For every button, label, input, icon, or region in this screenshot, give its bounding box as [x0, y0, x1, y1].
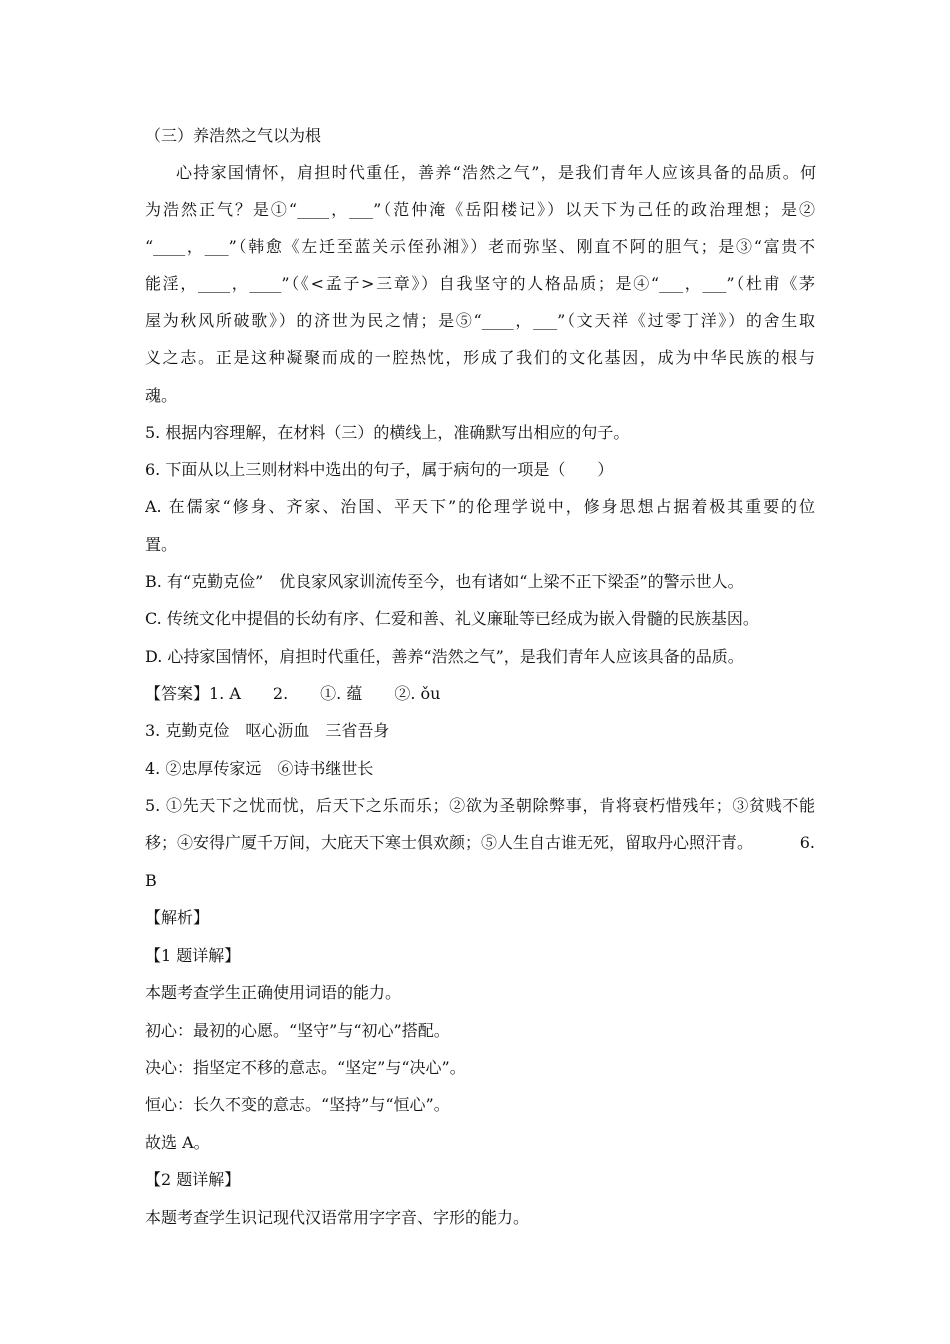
answer-5-cont-text: 移；④安得广厦千万间，大庇天下寒士俱欢颜；⑤人生自古谁无死，留取丹心照汗青。: [145, 833, 754, 852]
paragraph-line: 魂。: [145, 386, 178, 405]
paragraph-line: 屋为秋风所破歌》）的济世为民之情；是⑤“____，___”（文天祥《过零丁洋》）的舍生取: [145, 311, 815, 330]
question-5: 5. 根据内容理解，在材料（三）的横线上，准确默写出相应的句子。: [145, 423, 630, 442]
analysis-line: 故选 A。: [145, 1133, 210, 1152]
option-d: D. 心持家国情怀，肩担时代重任，善养“浩然之气”，是我们青年人应该具备的品质。: [145, 647, 744, 666]
answer-6: B: [145, 871, 157, 890]
analysis-line: 初心：最初的心愿。“坚守”与“初心”搭配。: [145, 1021, 450, 1040]
paragraph-line: 心持家国情怀，肩担时代重任，善养“浩然之气”，是我们青年人应该具备的品质。何: [176, 163, 816, 182]
option-a-cont: 置。: [145, 535, 178, 554]
answer-5: 5. ①先天下之忧而忧，后天下之乐而乐；②欲为圣朝除弊事，肯将衰朽惜残年；③贫贱不能: [145, 796, 815, 815]
paragraph-line: 能淫，____，____”（《<孟子>三章》）自我坚守的人格品质；是④“___，___”（杜甫《茅: [145, 274, 815, 293]
analysis-line: 本题考查学生正确使用词语的能力。: [145, 983, 402, 1002]
answer-6-number: 6.: [799, 833, 815, 852]
answer-5-cont: [145, 833, 815, 853]
section-heading: （三）养浩然之气以为根: [145, 126, 322, 145]
analysis-heading: 【解析】: [145, 908, 210, 927]
paragraph-line: 为浩然正气？是①“____，___”（范仲淹《岳阳楼记》）以天下为己任的政治理想；是②: [145, 200, 815, 219]
paragraph-line: 义之志。正是这种凝聚而成的一腔热忱，形成了我们的文化基因，成为中华民族的根与: [145, 348, 815, 367]
answer-3: 3. 克勤克俭 呕心沥血 三省吾身: [145, 721, 390, 740]
answer-line: 【答案】1. A 2. ①. 蕴 ②. ǒu: [145, 684, 441, 703]
analysis-line: 恒心：长久不变的意志。“坚持”与“恒心”。: [145, 1095, 450, 1114]
analysis-line: 决心：指坚定不移的意志。“坚定”与“决心”。: [145, 1058, 466, 1077]
q1-detail-heading: 【1 题详解】: [145, 946, 241, 965]
analysis-line: 本题考查学生识记现代汉语常用字字音、字形的能力。: [145, 1208, 530, 1227]
option-a: A. 在儒家“修身、齐家、治国、平天下”的伦理学说中，修身思想占据着极其重要的位: [145, 497, 815, 516]
option-b: B. 有“克勤克俭” 优良家风家训流传至今，也有诸如“上梁不正下梁歪”的警示世人。: [145, 572, 744, 591]
answer-4: 4. ②忠厚传家远 ⑥诗书继世长: [145, 759, 374, 778]
option-c: C. 传统文化中提倡的长幼有序、仁爱和善、礼义廉耻等已经成为嵌入骨髓的民族基因。: [145, 609, 759, 628]
question-6: 6. 下面从以上三则材料中选出的句子，属于病句的一项是（ ）: [145, 460, 614, 479]
q2-detail-heading: 【2 题详解】: [145, 1170, 241, 1189]
paragraph-line: “____，___”（韩愈《左迁至蓝关示侄孙湘》）老而弥坚、刚直不阿的胆气；是③“富贵不: [145, 237, 815, 256]
